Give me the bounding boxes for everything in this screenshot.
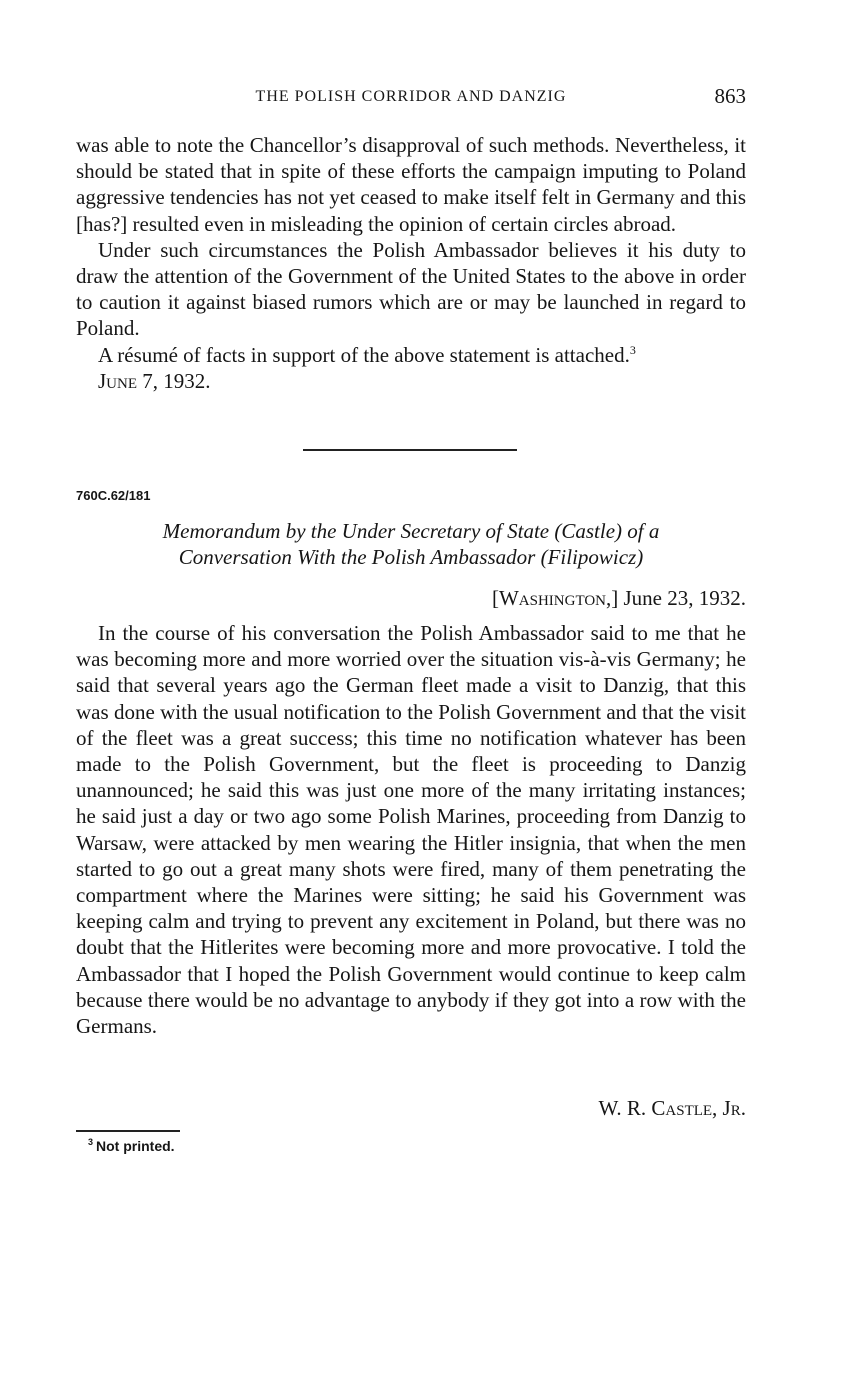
paragraph-2: Under such circumstances the Polish Ambassador believes it his duty to draw the attention of the Government of the United States to the above in order to caution it against biased rumors which are or may be launched in regard to Poland. (76, 237, 746, 341)
note-date-month: June (98, 368, 137, 393)
signature (598, 1096, 746, 1121)
note-continuation (76, 132, 746, 394)
file-number: 760C.62/181 (76, 488, 151, 503)
note-date-rest: 7, 1932. (137, 368, 211, 393)
note-date (98, 368, 746, 394)
section-divider (303, 449, 517, 451)
running-title: THE POLISH CORRIDOR AND DANZIG (255, 88, 567, 105)
footnote-reference: 3 (629, 342, 636, 357)
memorandum-body-paragraph: In the course of his conversation the Polish Ambassador said to me that he was becoming more and more worried over the situation vis-à-vis Germany; he said that several years ago the German fleet made a visit to Danzig, that this was done with the usual notification to the Polish Government and that the visit of the fleet was a great success; this time no notification whatever has been made to the Polish Government, but the fleet is proceeding to Danzig unannounced; he said this was just one more of the many irritating instances; he said just a day or two ago some Polish Marines, proceeding from Danzig to Warsaw, were attacked by men wearing the Hitler insignia, that when the men started to go out a great many shots were fired, many of them penetrating the compartment where the Marines were sitting; he said his Government was keeping calm and trying to prevent any excitement in Poland, but there was no doubt that the Hitlerites were becoming more and more provocative. I told the Ambassador that I hoped the Polish Government would continue to keep calm because there would be no advantage to anybody if they got into a row with the Germans. (76, 621, 746, 1039)
memorandum-title-line-2: Conversation With the Polish Ambassador (Filipowicz) (178, 545, 644, 569)
memorandum-body (76, 620, 746, 1039)
footnote-text: Not printed. (96, 1138, 175, 1154)
signature-initials: W. R. (598, 1096, 652, 1120)
paragraph-1: was able to note the Chancellor’s disapproval of such methods. Nevertheless, it should be stated that in spite of these efforts the campaign imputing to Poland aggressive tendencies has not yet ceased to make itself felt in Germany and this [has?] resulted even in misleading the opinion of certain circles abroad. (76, 133, 746, 236)
running-head (76, 84, 746, 108)
signature-name: Castle, Jr. (651, 1096, 746, 1120)
memo-date: June 23, 1932. (618, 586, 746, 610)
place: Washington, (498, 586, 612, 610)
memorandum-title (76, 518, 746, 570)
footnote-mark: 3 (88, 1137, 94, 1148)
footnote-rule (76, 1130, 180, 1132)
document-page (76, 0, 746, 1380)
memorandum-title-line-1: Memorandum by the Under Secretary of State (Castle) of a (162, 519, 660, 543)
paragraph-3-text: A résumé of facts in support of the above statement is attached. (98, 342, 630, 367)
place-date-line: [Washington,] June 23, 1932. (491, 586, 746, 610)
page-number: 863 (714, 84, 746, 108)
paragraph-3 (76, 342, 746, 368)
footnote (88, 1138, 175, 1154)
